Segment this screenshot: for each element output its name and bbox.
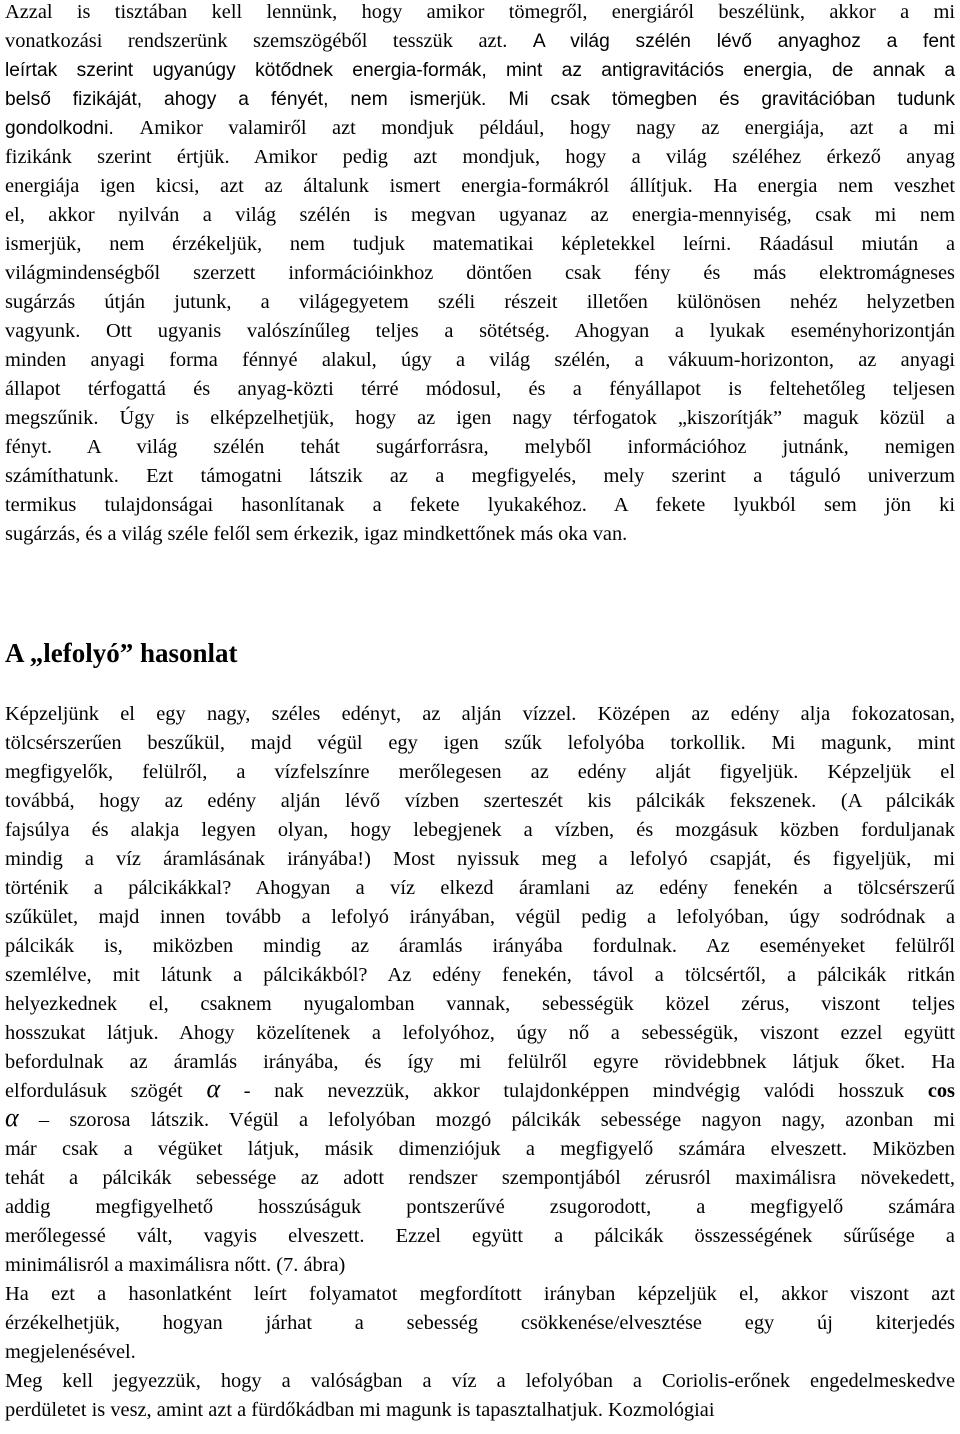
text-run: fényt.	[5, 436, 87, 458]
text-run: A világ szélén tehát sugárforrásra, melyből információhoz jutnánk, nemigen	[86, 436, 955, 458]
text-run: szemlélve, mit látunk a pálcikákból?	[5, 964, 388, 986]
text-line	[5, 758, 955, 787]
text-run: helyezkednek el, csaknem nyugalomban vannak, sebességük közel zérus, viszont teljes	[5, 993, 955, 1015]
text-line	[5, 143, 955, 172]
text-run: Középen az edény alja fokozatosan,	[597, 703, 955, 725]
text-run: történik a pálcikákkal?	[5, 877, 256, 899]
text-run: A világ szélén lévő anyaghoz a fent	[532, 31, 955, 52]
text-run: cos	[927, 1080, 955, 1102]
text-run: Miközben	[872, 1138, 955, 1160]
text-line	[5, 201, 955, 230]
text-run: Most nyissuk meg a lefolyó csapját, és figyeljük, mi	[392, 848, 955, 870]
text-run: pálcikák is, miközben mindig az áramlás irányába fordulnak.	[5, 935, 706, 957]
text-run: megszűnik. Úgy is elképzelhetjük, hogy az igen nagy térfogatok „kiszorítják” maguk közül a	[5, 407, 955, 429]
text-line	[5, 56, 955, 85]
text-run: befordulnak az áramlás irányába, és így mi felülről egyre rövidebbnek látjuk őket.	[5, 1051, 932, 1073]
text-run: ismerjük, nem érzékeljük, nem tudjuk matematikai képletekkel leírni.	[5, 233, 759, 255]
text-run: számíthatunk.	[5, 465, 147, 487]
text-run: Ha ezt a hasonlatként leírt folyamatot megfordított irányban képzeljük el, akkor viszont azt	[5, 1283, 955, 1305]
text-line	[5, 346, 955, 375]
text-line	[5, 816, 955, 845]
text-line	[5, 1338, 955, 1367]
text-run: energiája igen kicsi, azt az általunk ismert energia-formákról állítjuk.	[5, 175, 714, 197]
text-run: A fekete lyukból sem jön ki	[613, 494, 955, 516]
text-run: (A pálcikák	[840, 790, 955, 812]
paragraph-mass-energy	[5, 0, 955, 549]
text-line	[5, 0, 955, 27]
text-line	[5, 1367, 955, 1396]
text-run: mindig a víz áramlásának irányába!)	[5, 848, 393, 870]
text-run: minimálisról a maximálisra nőtt. (7. ábra)	[5, 1254, 346, 1276]
text-run: Azzal is tisztában kell lennünk, hogy amikor tömegről, energiáról beszélünk, akkor a mi	[5, 1, 955, 23]
text-run: Meg kell jegyezzük, hogy a valóságban a víz a lefolyóban a Coriolis-erőnek engedelmeskedve	[5, 1370, 955, 1392]
text-line	[5, 114, 955, 143]
text-line	[5, 230, 955, 259]
text-line	[5, 700, 955, 729]
text-line	[5, 729, 955, 758]
text-run: Ha energia nem veszhet	[713, 175, 955, 197]
text-run: Az eseményeket felülről	[705, 935, 955, 957]
text-run: Képzeljük el	[827, 761, 955, 783]
text-run: – szorosa látszik.	[18, 1109, 229, 1131]
text-line	[5, 288, 955, 317]
text-line	[5, 375, 955, 404]
text-run: Képzeljünk el egy nagy, széles edényt, az alján vízzel.	[5, 703, 598, 725]
text-run: megfigyelők, felülről, a vízfelszínre merőlegesen az edény alját figyeljük.	[5, 761, 828, 783]
text-line	[5, 462, 955, 491]
text-run: Ha	[931, 1051, 955, 1073]
text-line	[5, 787, 955, 816]
text-line	[5, 874, 955, 903]
text-run: belső fizikáját, ahogy a fényét, nem ismerjük.	[5, 89, 509, 110]
text-run: perdületet is vesz, amint azt a fürdőkádban mi magunk is tapasztalhatjuk.	[5, 1399, 609, 1421]
text-line	[5, 1048, 955, 1077]
text-line	[5, 845, 955, 874]
text-run: szűkület, majd innen tovább a lefolyó irányában, végül pedig a lefolyóban, úgy sodródnak a	[5, 906, 955, 928]
text-run: fizikánk szerint értjük.	[5, 146, 254, 168]
text-run: Végül a lefolyóban mozgó pálcikák sebessége nagyon nagy, azonban mi	[228, 1109, 955, 1131]
text-line	[5, 27, 955, 56]
text-run: már csak a végüket látjuk, másik dimenziójuk a megfigyelő számára elveszett.	[5, 1138, 873, 1160]
text-line	[5, 520, 955, 549]
text-run: addig megfigyelhető hosszúságuk pontszerűvé zsugorodott, a megfigyelő számára	[5, 1196, 955, 1218]
text-run: Ezt támogatni látszik az a megfigyelés, mely szerint a táguló univerzum	[146, 465, 955, 487]
text-line	[5, 903, 955, 932]
text-line	[5, 404, 955, 433]
text-line	[5, 1103, 955, 1135]
text-line	[5, 1074, 955, 1106]
text-line	[5, 1193, 955, 1222]
text-run: elfordulásuk szögét	[5, 1080, 207, 1102]
text-run: sugárzás, és a világ széle felől sem érkezik, igaz mindkettőnek más oka van.	[5, 523, 628, 545]
text-line	[5, 1135, 955, 1164]
text-run: fajsúlya és alakja legyen olyan, hogy lebegjenek a vízben, és mozgásuk közben forduljanak	[5, 819, 955, 841]
text-run: megjelenésével.	[5, 1341, 136, 1363]
text-run: Kozmológiai	[608, 1399, 715, 1421]
text-run: Ezzel együtt a pálcikák összességének sűrűsége a	[395, 1225, 955, 1247]
text-line	[5, 1309, 955, 1338]
text-line	[5, 990, 955, 1019]
text-run: - nak nevezzük, akkor tulajdonképpen mindvégig valódi hosszuk	[220, 1080, 928, 1102]
text-line	[5, 932, 955, 961]
text-run: érzékelhetjük, hogyan járhat a sebesség csökkenése/elvesztése egy új kiterjedés	[5, 1312, 955, 1334]
text-run: el, akkor nyilván a világ szélén is megvan ugyanaz az energia-mennyiség, csak mi nem	[5, 204, 955, 226]
text-line	[5, 259, 955, 288]
text-run: Az edény fenekén, távol a tölcsértől, a pálcikák ritkán	[387, 964, 955, 986]
text-line	[5, 433, 955, 462]
text-line	[5, 1396, 955, 1425]
text-run: Ráadásul miután a	[759, 233, 956, 255]
text-line	[5, 85, 955, 114]
text-line	[5, 1251, 955, 1280]
text-run: hosszukat látjuk.	[5, 1022, 180, 1044]
text-run: továbbá, hogy az edény alján lévő vízben szerteszét kis pálcikák fekszenek.	[5, 790, 841, 812]
alpha-symbol: α	[5, 1103, 19, 1132]
text-run: termikus tulajdonságai hasonlítanak a fekete lyukakéhoz.	[5, 494, 614, 516]
text-run: világmindenségből szerzett információinkhoz döntően csak fény és más elektromágneses	[5, 262, 955, 284]
paragraph-drain-analogy	[5, 700, 955, 1425]
text-line	[5, 1019, 955, 1048]
text-run: merőlegessé vált, vagyis elveszett.	[5, 1225, 396, 1247]
text-line	[5, 1164, 955, 1193]
text-line	[5, 317, 955, 346]
text-run: leírtak szerint ugyanúgy kötődnek energia-formák, mint az antigravitációs energia, de annak a	[5, 60, 955, 81]
text-run: Amikor pedig azt mondjuk, hogy a világ széléhez érkező anyag	[253, 146, 955, 168]
text-run: tölcsérszerűen beszűkül, majd végül egy igen szűk lefolyóba torkollik.	[5, 732, 772, 754]
text-run: minden anyagi forma fénnyé alakul, úgy a világ szélén, a vákuum-horizonton, az anyagi	[5, 349, 955, 371]
text-run: vonatkozási rendszerünk szemszögéből tesszük azt.	[5, 30, 533, 52]
text-run: Amikor valamiről azt mondjuk például, hogy nagy az energiája, azt a mi	[139, 117, 955, 139]
text-line	[5, 491, 955, 520]
text-run: Ahogyan a lyukak eseményhorizontján	[574, 320, 956, 342]
text-line	[5, 172, 955, 201]
alpha-symbol: α	[206, 1074, 221, 1103]
section-heading: A „lefolyó” hasonlat	[5, 638, 238, 668]
text-line	[5, 1222, 955, 1251]
text-run: Ahogy közelítenek a lefolyóhoz, úgy nő a sebességük, viszont ezzel együtt	[179, 1022, 955, 1044]
text-run: Mi magunk, mint	[771, 732, 956, 754]
text-run: Mi csak tömegben és gravitációban tudunk	[508, 89, 955, 110]
text-run: sugárzás útján jutunk, a világegyetem széli részeit illetően különösen nehéz helyzetben	[5, 291, 955, 313]
text-run: tehát a pálcikák sebessége az adott rendszer szempontjából zérusról maximálisra növekedett,	[5, 1167, 955, 1189]
text-line	[5, 1280, 955, 1309]
text-run: vagyunk. Ott ugyanis valószínűleg teljes a sötétség.	[5, 320, 575, 342]
text-run: állapot térfogattá és anyag-közti térré módosul, és a fényállapot is feltehetőleg teljesen	[5, 378, 955, 400]
text-run: Ahogyan a víz elkezd áramlani az edény fenekén a tölcsérszerű	[255, 877, 956, 899]
text-line	[5, 961, 955, 990]
text-run: gondolkodni.	[5, 118, 140, 139]
